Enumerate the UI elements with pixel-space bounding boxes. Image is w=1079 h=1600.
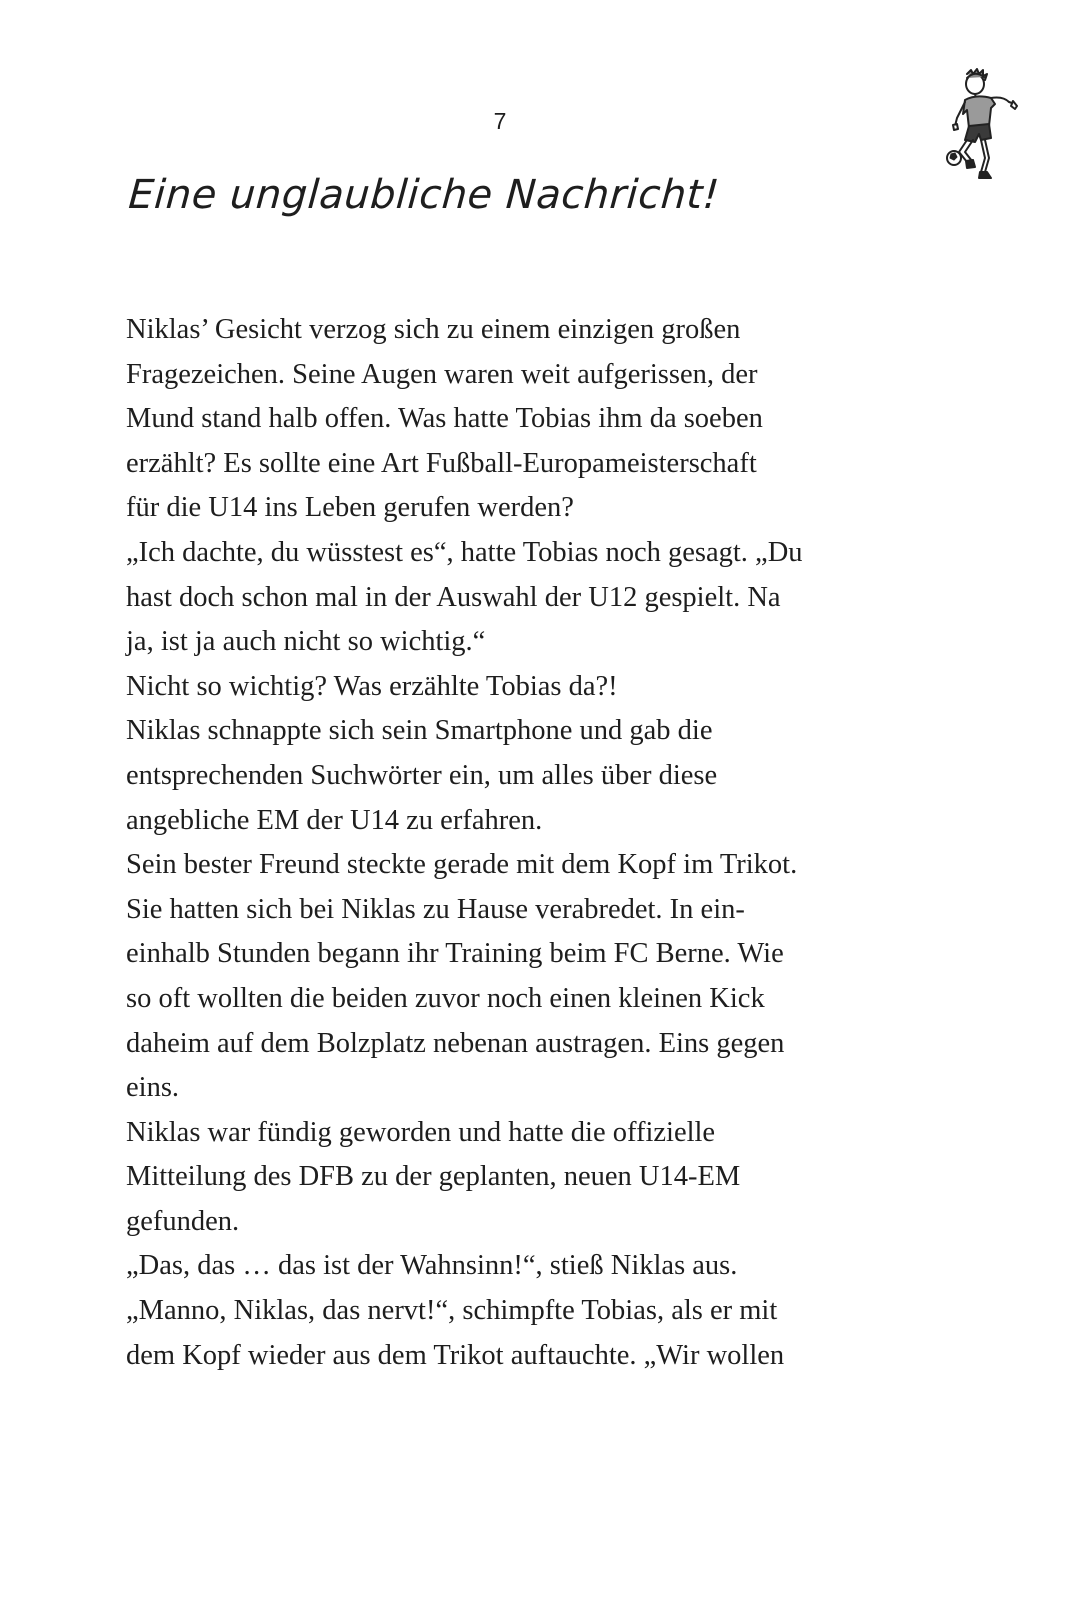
text-line: einhalb Stunden begann ihr Training beim FC Berne. Wie xyxy=(126,938,784,970)
text-line: eins. xyxy=(126,1072,180,1104)
text-line: erzählt? Es sollte eine Art Fußball-Europameisterschaft xyxy=(126,447,757,479)
text-line: Fragezeichen. Seine Augen waren weit aufgerissen, der xyxy=(126,358,758,390)
text-line: dem Kopf wieder aus dem Trikot auftauchte. „Wir wollen xyxy=(126,1339,785,1371)
text-line: Sie hatten sich bei Niklas zu Hause verabredet. In ein- xyxy=(126,893,745,925)
text-line: Niklas’ Gesicht verzog sich zu einem einzigen großen xyxy=(126,314,741,345)
text-line: Niklas war fündig geworden und hatte die offizielle xyxy=(126,1116,716,1148)
text-line: „Das, das … das ist der Wahnsinn!“, stieß Niklas aus. xyxy=(126,1250,738,1282)
text-line: Mitteilung des DFB zu der geplanten, neuen U14-EM xyxy=(126,1161,741,1193)
text-line: Nicht so wichtig? Was erzählte Tobias da?! xyxy=(126,670,618,702)
text-line: für die U14 ins Leben gerufen werden? xyxy=(126,492,574,524)
soccer-player-kicking-ball-icon xyxy=(945,68,1031,186)
chapter-title: Eine unglaubliche Nachricht! xyxy=(127,172,722,218)
text-line: entsprechenden Suchwörter ein, um alles über diese xyxy=(126,759,718,791)
body-text xyxy=(126,308,886,1378)
text-line: gefunden. xyxy=(126,1205,240,1237)
text-line: so oft wollten die beiden zuvor noch einen kleinen Kick xyxy=(126,982,765,1014)
text-line: ja, ist ja auch nicht so wichtig.“ xyxy=(126,626,486,658)
page-number: 7 xyxy=(493,108,507,134)
text-line: „Ich dachte, du wüsstest es“, hatte Tobias noch gesagt. „Du xyxy=(126,536,803,568)
text-line: Mund stand halb offen. Was hatte Tobias ihm da soeben xyxy=(126,403,763,435)
text-line: daheim auf dem Bolzplatz nebenan austragen. Eins gegen xyxy=(126,1027,785,1059)
text-line: Sein bester Freund steckte gerade mit dem Kopf im Trikot. xyxy=(126,849,798,881)
text-line: „Manno, Niklas, das nervt!“, schimpfte Tobias, als er mit xyxy=(126,1295,778,1327)
text-line: Niklas schnappte sich sein Smartphone und gab die xyxy=(126,715,713,747)
text-line: angebliche EM der U14 zu erfahren. xyxy=(126,804,543,836)
text-line: hast doch schon mal in der Auswahl der U12 gespielt. Na xyxy=(126,581,781,613)
